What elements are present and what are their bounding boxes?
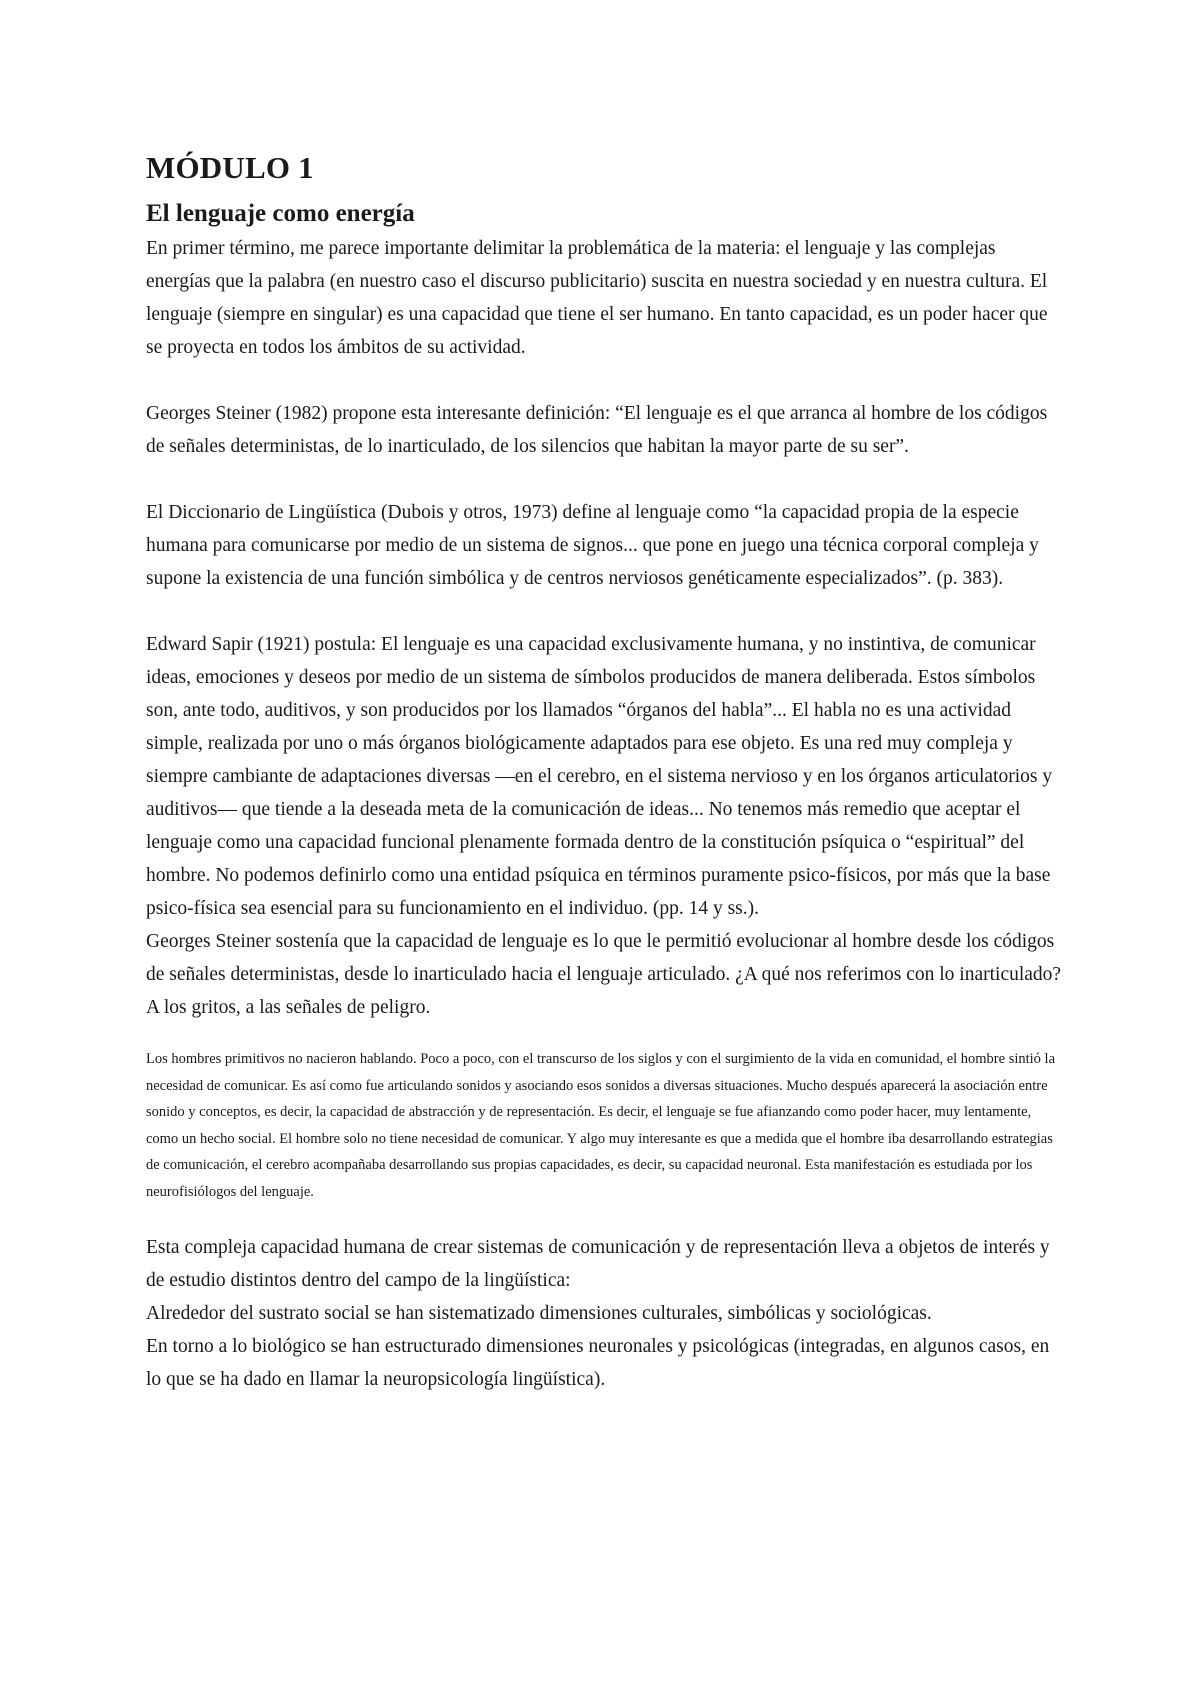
paragraph-intro: En primer término, me parece importante delimitar la problemática de la materia: el lenguaje y las complejas energías que la palabra (en nuestro caso el discurso publicitario) suscita en nuestra sociedad y en nuestra cultura. El lenguaje (siempre en singular) es una capacidad que tiene el ser humano. En tanto capacidad, es un poder hacer que se proyecta en todos los ámbitos de su actividad. bbox=[146, 238, 1048, 358]
paragraph-primitive-men: Los hombres primitivos no nacieron hablando. Poco a poco, con el transcurso de los siglos y con el surgimiento de la vida en comunidad, el hombre sintió la necesidad de comunicar. Es así como fue articulando sonidos y asociando esos sonidos a diversas situaciones. Mucho después aparecerá la asociación entre sonido y conceptos, es decir, la capacidad de abstracción y de representación. Es decir, el lenguaje se fue afianzando como poder hacer, muy lentamente, como un hecho social. El hombre solo no tiene necesidad de comunicar. Y algo muy interesante es que a medida que el hombre iba desarrollando estrategias de comunicación, el cerebro acompañaba desarrollando sus propias capacidades, es decir, su capacidad neuronal. Esta manifestación es estudiada por los neurofisiólogos del lenguaje. bbox=[146, 1051, 1056, 1200]
paragraph-gap bbox=[146, 1205, 1062, 1231]
document-content bbox=[146, 148, 1062, 1396]
section-title: El lenguaje como energía bbox=[146, 200, 415, 227]
paragraph-gap bbox=[146, 364, 1062, 397]
module-title: MÓDULO 1 bbox=[146, 150, 314, 185]
paragraph-gap bbox=[146, 463, 1062, 496]
paragraph-dictionary-definition: El Diccionario de Lingüística (Dubois y otros, 1973) define al lenguaje como “la capacidad propia de la especie humana para comunicarse por medio de un sistema de signos... que pone en juego una técnica corporal compleja y supone la existencia de una función simbólica y de centros nerviosos genéticamente especializados”. (p. 383). bbox=[146, 502, 1039, 589]
paragraph-sapir-quote: Edward Sapir (1921) postula: El lenguaje es una capacidad exclusivamente humana, y no instintiva, de comunicar ideas, emociones y deseos por medio de un sistema de símbolos producidos de manera deliberada. Estos símbolos son, ante todo, auditivos, y son producidos por los llamados “órganos del habla”... El habla no es una actividad simple, realizada por uno o más órganos biológicamente adaptados para ese objeto. Es una red muy compleja y siempre cambiante de adaptaciones diversas —en el cerebro, en el sistema nervioso y en los órganos articulatorios y auditivos— que tiende a la deseada meta de la comunicación de ideas... No tenemos más remedio que aceptar el lenguaje como una capacidad funcional plenamente formada dentro de la constitución psíquica o “espiritual” del hombre. No podemos definirlo como una entidad psíquica en términos puramente psico-físicos, por más que la base psico-física sea esencial para su funcionamiento en el individuo. (pp. 14 y ss.). bbox=[146, 634, 1053, 919]
paragraph-steiner-evolution: Georges Steiner sostenía que la capacidad de lenguaje es lo que le permitió evolucionar al hombre desde los códigos de señales deterministas, desde lo inarticulado hacia el lenguaje articulado. ¿A qué nos referimos con lo inarticulado? A los gritos, a las señales de peligro. bbox=[146, 931, 1062, 1018]
paragraph-gap bbox=[146, 1024, 1062, 1046]
paragraph-linguistics-objects: Esta compleja capacidad humana de crear sistemas de comunicación y de representación lleva a objetos de interés y de estudio distintos dentro del campo de la lingüística: bbox=[146, 1237, 1050, 1291]
paragraph-gap bbox=[146, 595, 1062, 628]
paragraph-steiner-definition: Georges Steiner (1982) propone esta interesante definición: “El lenguaje es el que arranca al hombre de los códigos de señales deterministas, de lo inarticulado, de los silencios que habitan la mayor parte de su ser”. bbox=[146, 403, 1048, 457]
paragraph-social-dimension: Alrededor del sustrato social se han sistematizado dimensiones culturales, simbólicas y sociológicas. bbox=[146, 1303, 932, 1324]
paragraph-biological-dimension: En torno a lo biológico se han estructurado dimensiones neuronales y psicológicas (integradas, en algunos casos, en lo que se ha dado en llamar la neuropsicología lingüística). bbox=[146, 1336, 1050, 1390]
